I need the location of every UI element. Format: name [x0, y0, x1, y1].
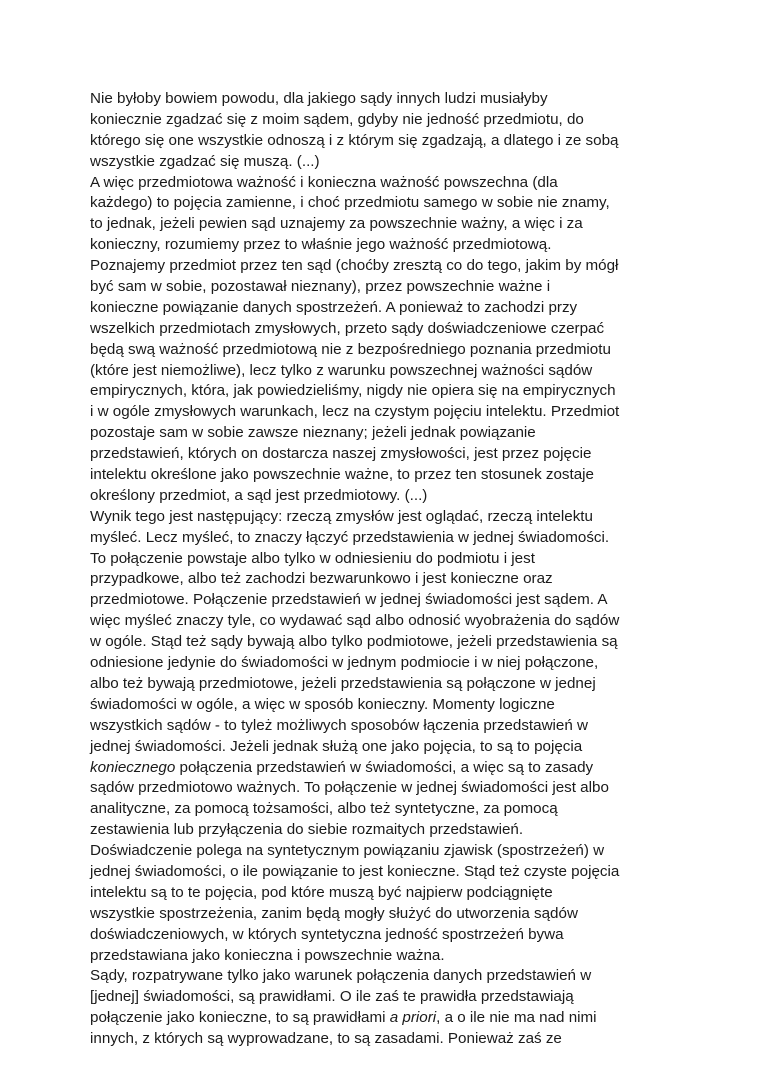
text-line [90, 131, 690, 152]
text-segment: to jednak, jeżeli pewien sąd uznajemy za powszechnie ważny, a więc i za [90, 215, 583, 233]
text-segment: koniecznie zgadzać się z moim sądem, gdyby nie jedność przedmiotu, do [90, 110, 584, 128]
text-segment: intelektu są to te pojęcia, pod które muszą być najpierw podciągnięte [90, 883, 553, 901]
text-line [90, 966, 690, 987]
text-line [90, 444, 690, 465]
text-segment: wszystkich sądów - to tyleż możliwych sposobów łączenia przedstawień w [90, 716, 589, 734]
text-line [90, 193, 690, 214]
text-segment: wszystkie zgadzać się muszą. (...) [90, 152, 320, 170]
text-line [90, 214, 690, 235]
text-segment: świadomości w ogóle, a więc w sposób konieczny. Momenty logiczne [90, 695, 555, 713]
text-segment: przypadkowe, albo też zachodzi bezwarunkowo i jest konieczne oraz [90, 570, 553, 588]
text-line [90, 987, 690, 1008]
text-segment: jednej świadomości. Jeżeli jednak służą one jako pojęcia, to są to pojęcia [90, 737, 583, 755]
text-segment: być sam w sobie, pozostawał nieznany), przez powszechnie ważne i [90, 278, 551, 296]
text-segment: empirycznych, która, jak powiedzieliśmy, nigdy nie opiera się na empirycznych [90, 382, 616, 400]
text-line [90, 340, 690, 361]
text-segment: Wynik tego jest następujący: rzeczą zmysłów jest oglądać, rzeczą intelektu [90, 507, 593, 525]
text-line [90, 632, 690, 653]
text-segment: Sądy, rozpatrywane tylko jako warunek połączenia danych przedstawień w [90, 967, 592, 985]
text-line [90, 1008, 690, 1029]
text-segment: konieczne powiązanie danych spostrzeżeń. A ponieważ to zachodzi przy [90, 298, 578, 316]
text-segment: analityczne, za pomocą tożsamości, albo też syntetyczne, za pomocą [90, 800, 558, 818]
text-segment: albo też bywają przedmiotowe, jeżeli przedstawienia są połączone w jednej [90, 674, 596, 692]
text-segment: każdego) to pojęcia zamienne, i choć przedmiotu samego w sobie nie znamy, [90, 194, 610, 212]
text-line [90, 152, 690, 173]
text-line [90, 862, 690, 883]
text-segment: sądów przedmiotowo ważnych. To połączenie w jednej świadomości jest albo [90, 779, 609, 797]
text-line [90, 778, 690, 799]
text-segment: Nie byłoby bowiem powodu, dla jakiego sądy innych ludzi musiałyby [90, 90, 548, 107]
text-line [90, 528, 690, 549]
text-segment: pozostaje sam w sobie zawsze nieznany; jeżeli jednak powiązanie [90, 424, 536, 442]
text-segment: wszystkie spostrzeżenia, zanim będą mogły służyć do utworzenia sądów [90, 904, 578, 922]
text-line [90, 674, 690, 695]
text-line [90, 569, 690, 590]
text-line [90, 319, 690, 340]
text-line [90, 549, 690, 570]
text-line [90, 110, 690, 131]
text-segment: Doświadczenie polega na syntetycznym powiązaniu zjawisk (spostrzeżeń) w [90, 842, 605, 860]
text-segment: intelektu określone jako powszechnie ważne, to przez ten stosunek zostaje [90, 466, 595, 484]
text-line [90, 89, 690, 110]
text-segment: konieczny, rozumiemy przez to właśnie jego ważność przedmiotową. [90, 236, 552, 254]
text-line [90, 883, 690, 904]
text-line [90, 465, 690, 486]
text-segment: więc myśleć znaczy tyle, co wydawać sąd albo odnosić wyobrażenia do sądów [90, 612, 620, 630]
text-segment: zestawienia lub przyłączenia do siebie rozmaitych przedstawień. [90, 821, 524, 839]
text-segment: (które jest niemożliwe), lecz tylko z warunku powszechnej ważności sądów [90, 361, 593, 379]
text-line [90, 590, 690, 611]
text-line [90, 946, 690, 967]
text-line [90, 925, 690, 946]
text-segment: połączenie jako konieczne, to są prawidłami [90, 1009, 390, 1027]
text-line [90, 820, 690, 841]
text-line [90, 507, 690, 528]
text-segment: przedstawień, których on dostarcza naszej zmysłowości, jest przez pojęcie [90, 445, 592, 463]
text-segment: myśleć. Lecz myśleć, to znaczy łączyć przedstawienia w jednej świadomości. [90, 528, 610, 546]
text-segment: innych, z których są wyprowadzane, to są zasadami. Ponieważ zaś ze [90, 1030, 562, 1048]
text-segment: będą swą ważność przedmiotową nie z bezpośredniego poznania przedmiotu [90, 340, 611, 358]
text-line [90, 653, 690, 674]
text-segment: Poznajemy przedmiot przez ten sąd (choćby zresztą co do tego, jakim by mógł [90, 257, 619, 275]
text-line [90, 904, 690, 925]
italic-text: koniecznego [90, 758, 176, 776]
text-line [90, 402, 690, 423]
text-segment: określony przedmiot, a sąd jest przedmiotowy. (...) [90, 486, 428, 504]
text-line [90, 361, 690, 382]
text-segment: wszelkich przedmiotach zmysłowych, przeto sądy doświadczeniowe czerpać [90, 319, 605, 337]
text-segment: odniesione jedynie do świadomości w jednym podmiocie i w niej połączone, [90, 654, 599, 672]
text-segment: To połączenie powstaje albo tylko w odniesieniu do podmiotu i jest [90, 549, 535, 567]
text-segment: , a o ile nie ma nad nimi [436, 1009, 597, 1027]
text-line [90, 173, 690, 194]
text-line [90, 298, 690, 319]
text-line [90, 611, 690, 632]
text-line [90, 695, 690, 716]
text-line [90, 277, 690, 298]
text-line [90, 486, 690, 507]
italic-text: a priori [389, 1009, 437, 1027]
text-line [90, 799, 690, 820]
text-segment: [jednej] świadomości, są prawidłami. O ile zaś te prawidła przedstawiają [90, 988, 574, 1006]
text-line [90, 716, 690, 737]
text-segment: jednej świadomości, o ile powiązanie to jest konieczne. Stąd też czyste pojęcia [90, 862, 620, 880]
text-segment: w ogóle. Stąd też sądy bywają albo tylko podmiotowe, jeżeli przedstawienia są [90, 633, 618, 651]
text-segment: przedstawiana jako konieczna i powszechnie ważna. [90, 946, 445, 964]
text-line [90, 737, 690, 758]
text-segment: doświadczeniowych, w których syntetyczna jedność spostrzeżeń bywa [90, 925, 564, 943]
text-line [90, 1029, 690, 1050]
text-segment: przedmiotowe. Połączenie przedstawień w jednej świadomości jest sądem. A [90, 591, 608, 609]
text-segment: połączenia przedstawień w świadomości, a więc są to zasady [175, 758, 594, 776]
text-line [90, 423, 690, 444]
body-text [90, 89, 690, 1050]
text-segment: którego się one wszystkie odnoszą i z którym się zgadzają, a dlatego i ze sobą [90, 131, 619, 149]
text-line [90, 841, 690, 862]
text-line [90, 256, 690, 277]
text-line [90, 235, 690, 256]
text-segment: A więc przedmiotowa ważność i konieczna ważność powszechna (dla [90, 173, 558, 191]
text-segment: i w ogóle zmysłowych warunkach, lecz na czystym pojęciu intelektu. Przedmiot [90, 403, 620, 421]
text-line [90, 381, 690, 402]
text-line [90, 758, 690, 779]
